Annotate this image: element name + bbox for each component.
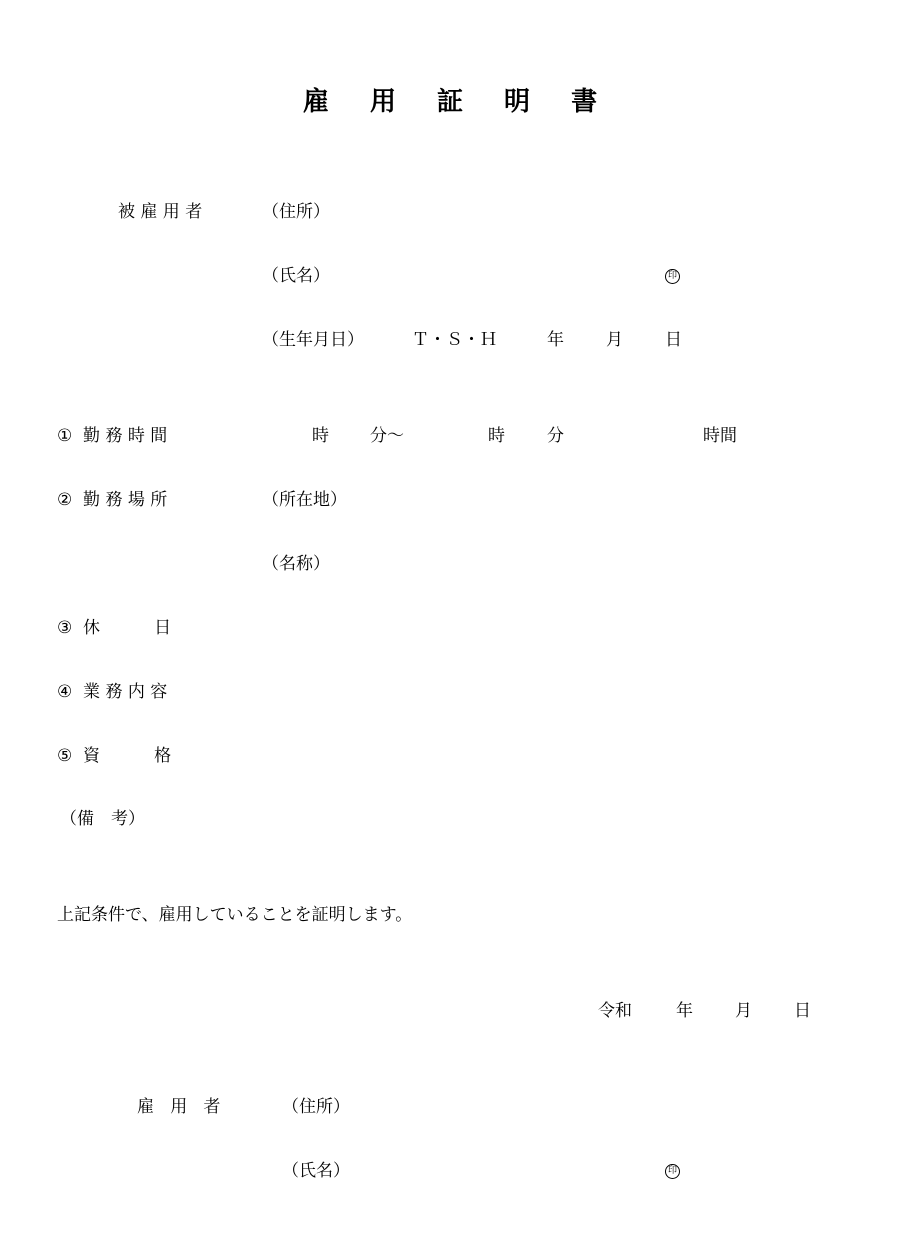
employer-heading: 雇 用 者 — [137, 1097, 221, 1117]
work-hours-start-minute: 分～ — [370, 426, 404, 446]
document-title: 雇 用 証 明 書 — [302, 87, 614, 117]
date-month-unit: 月 — [735, 1001, 752, 1021]
employee-name-label: （氏名） — [262, 266, 330, 286]
employer-name-label: （氏名） — [282, 1161, 350, 1181]
workplace-name-label: （名称） — [262, 554, 330, 574]
holidays-label: ③ 休 日 — [57, 618, 172, 638]
employee-heading: 被 雇 用 者 — [118, 202, 203, 222]
date-day-unit: 日 — [794, 1001, 811, 1021]
employee-birthdate-label: （生年月日） — [262, 330, 364, 350]
work-hours-end-minute: 分 — [547, 426, 564, 446]
work-hours-label: ① 勤 務 時 間 — [57, 426, 168, 446]
employee-seal-icon: 印 — [665, 269, 680, 284]
employee-birth-month-unit: 月 — [606, 330, 623, 350]
employee-era-options: Ｔ・Ｓ・Ｈ — [412, 330, 497, 350]
employee-birth-day-unit: 日 — [665, 330, 682, 350]
work-hours-total: 時間 — [703, 426, 737, 446]
remarks-label: （備 考） — [60, 809, 145, 829]
date-year-unit: 年 — [676, 1001, 693, 1021]
certification-statement: 上記条件で、雇用していることを証明します。 — [57, 905, 413, 925]
workplace-location-label: （所在地） — [262, 490, 347, 510]
employee-birth-year-unit: 年 — [547, 330, 564, 350]
employee-address-label: （住所） — [262, 202, 330, 222]
work-hours-end-hour: 時 — [488, 426, 505, 446]
workplace-label: ② 勤 務 場 所 — [57, 490, 168, 510]
employer-address-label: （住所） — [282, 1097, 350, 1117]
qualifications-label: ⑤ 資 格 — [57, 746, 172, 766]
date-era: 令和 — [598, 1001, 632, 1021]
work-hours-start-hour: 時 — [312, 426, 329, 446]
employer-seal-icon: 印 — [665, 1164, 680, 1179]
duties-label: ④ 業 務 内 容 — [57, 682, 168, 702]
